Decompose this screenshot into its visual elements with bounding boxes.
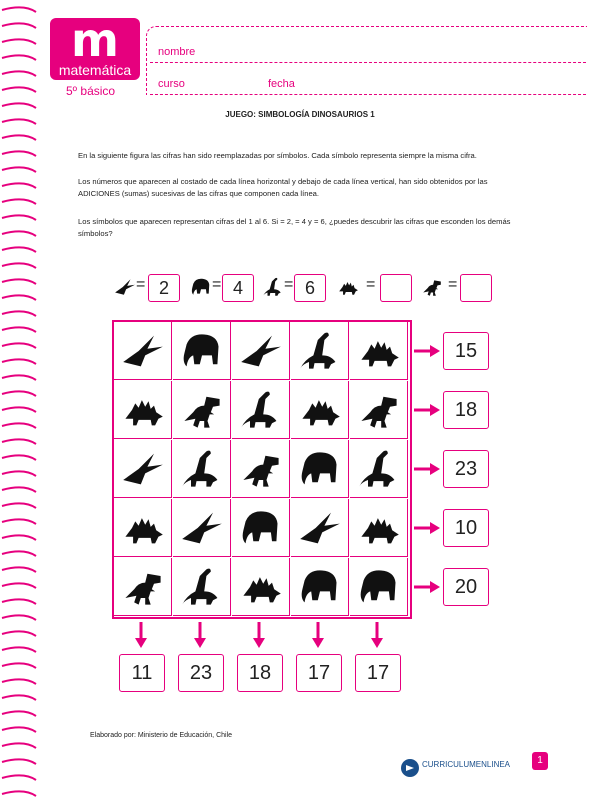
equals-sign: =: [366, 276, 376, 293]
grid-cell: [173, 499, 231, 557]
mammoth-icon: [298, 447, 342, 491]
equals-sign: =: [448, 276, 458, 293]
column-sum-value: 18: [237, 654, 283, 692]
column-sum-value: 17: [296, 654, 342, 692]
grid-cell: [291, 499, 349, 557]
stegosaurus-icon: [298, 388, 342, 432]
legend-value: 4: [222, 274, 254, 302]
equals-sign: =: [284, 276, 294, 293]
grid-cell: [291, 381, 349, 439]
trex-icon: [239, 447, 283, 491]
mammoth-icon: [180, 329, 224, 373]
grid-cell: [232, 440, 290, 498]
grid-cell: [114, 381, 172, 439]
column-sum-value: 11: [119, 654, 165, 692]
grid-cell: [350, 499, 408, 557]
logo-letter: m: [71, 13, 119, 67]
subject-logo: [50, 13, 140, 80]
row-sum-value: 18: [443, 391, 489, 429]
right-arrow-icon: [412, 462, 442, 476]
mammoth-icon: [357, 565, 401, 609]
pterosaur-icon: [298, 506, 342, 550]
mammoth-icon: [239, 506, 283, 550]
intro-paragraph-1: En la siguiente figura las cifras han sido reemplazadas por símbolos. Cada símbolo representa siempre la misma cifra.: [78, 151, 477, 160]
grid-cell: [350, 381, 408, 439]
sauropod-icon: [357, 447, 401, 491]
down-arrow-icon: [252, 620, 266, 650]
name-label: nombre: [158, 46, 196, 58]
brand-name: CURRICULUMENLINEA: [422, 760, 511, 769]
row-sum-value: 20: [443, 568, 489, 606]
pterosaur-icon: [121, 329, 165, 373]
grid-cell: [232, 558, 290, 616]
down-arrow-icon: [311, 620, 325, 650]
symbol-grid: [112, 320, 412, 619]
page-title: JUEGO: SIMBOLOGÍA DINOSAURIOS 1: [225, 110, 375, 119]
trex-icon: [121, 565, 165, 609]
down-arrow-icon: [134, 620, 148, 650]
column-sum-value: 17: [355, 654, 401, 692]
grid-cell: [232, 499, 290, 557]
date-label: fecha: [268, 78, 295, 90]
sauropod-icon: [180, 447, 224, 491]
trex-icon: [180, 388, 224, 432]
intro-paragraph-2: Los números que aparecen al costado de cada línea horizontal y debajo de cada línea vertical, han sido obtenidos por las ADICIONES (sumas) sucesivas de las cifras que componen cada línea.: [78, 177, 488, 198]
sauropod-icon: [180, 565, 224, 609]
header-box: [146, 26, 587, 95]
footer-credit: Elaborado por: Ministerio de Educación, Chile: [90, 732, 233, 739]
legend-value: 6: [294, 274, 326, 302]
grid-cell: [291, 440, 349, 498]
grid-cell: [350, 440, 408, 498]
grid-cell: [114, 499, 172, 557]
pterosaur-icon: [180, 506, 224, 550]
right-arrow-icon: [412, 403, 442, 417]
pterosaur-icon: [239, 329, 283, 373]
grid-cell: [173, 440, 231, 498]
pterosaur-icon: [121, 447, 165, 491]
grid-cell: [350, 322, 408, 380]
right-arrow-icon: [412, 521, 442, 535]
grid-cell: [173, 322, 231, 380]
equals-sign: =: [136, 276, 146, 293]
curriculum-logo-icon: [400, 758, 420, 778]
sauropod-icon: [239, 388, 283, 432]
stegosaurus-icon: [357, 506, 401, 550]
trex-icon: [420, 276, 444, 298]
page-number: 1: [532, 752, 548, 770]
stegosaurus-icon: [121, 388, 165, 432]
grid-cell: [173, 558, 231, 616]
grid-cell: [350, 558, 408, 616]
grid-cell: [114, 558, 172, 616]
grid-cell: [291, 558, 349, 616]
right-arrow-icon: [412, 344, 442, 358]
intro-paragraph-3: Los símbolos que aparecen representan cifras del 1 al 6. Si = 2, = 4 y = 6, ¿puedes descubrir las cifras que esconden los demás símbolos?: [78, 217, 511, 238]
logo-subject: matemática: [58, 62, 132, 78]
pterosaur-icon: [114, 276, 136, 298]
grid-cell: [291, 322, 349, 380]
course-date-field[interactable]: [150, 94, 586, 95]
down-arrow-icon: [193, 620, 207, 650]
sauropod-icon: [262, 276, 284, 298]
grid-cell: [232, 322, 290, 380]
mammoth-icon: [298, 565, 342, 609]
grid-cell: [173, 381, 231, 439]
mammoth-icon: [190, 276, 212, 298]
stegosaurus-icon: [357, 329, 401, 373]
grid-cell: [114, 440, 172, 498]
row-sum-value: 10: [443, 509, 489, 547]
sauropod-icon: [298, 329, 342, 373]
spiral-binding: [0, 0, 44, 800]
course-label: curso: [158, 78, 185, 90]
legend-value: 2: [148, 274, 180, 302]
right-arrow-icon: [412, 580, 442, 594]
legend-answer-input[interactable]: [380, 274, 412, 302]
row-sum-value: 23: [443, 450, 489, 488]
row-sum-value: 15: [443, 332, 489, 370]
grid-cell: [114, 322, 172, 380]
stegosaurus-icon: [121, 506, 165, 550]
down-arrow-icon: [370, 620, 384, 650]
grid-cell: [232, 381, 290, 439]
name-field[interactable]: [150, 62, 586, 63]
stegosaurus-icon: [336, 276, 360, 298]
legend-answer-input[interactable]: [460, 274, 492, 302]
stegosaurus-icon: [239, 565, 283, 609]
trex-icon: [357, 388, 401, 432]
grade-label: 5º básico: [66, 84, 116, 98]
equals-sign: =: [212, 276, 222, 293]
column-sum-value: 23: [178, 654, 224, 692]
